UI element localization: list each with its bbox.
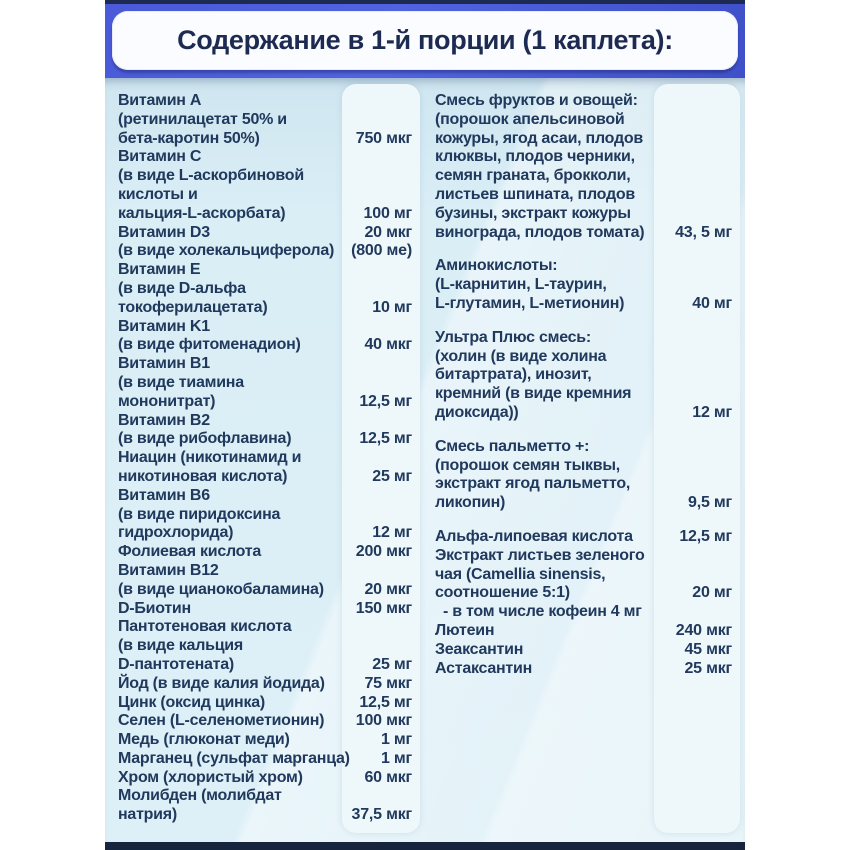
column-left-entries (118, 92, 420, 825)
nutrient-amount: 750 мкг (355, 129, 412, 147)
nutrient-name-line: кремний (в виде кремния (435, 385, 632, 403)
nutrient-name (118, 749, 350, 769)
nutrient-row (118, 787, 420, 825)
column-right-entries (435, 92, 740, 678)
nutrient-name-line: (порошок семян тыквы, (435, 456, 620, 474)
nutrient-name-line: Ниацин (никотинамид и (118, 449, 302, 467)
nutrient-name-line: Альфа-липоевая кислота (435, 527, 633, 545)
nutrient-name-line: Зеаксантин (435, 640, 524, 658)
nutrient-name-line: (L-карнитин, L-таурин, (435, 276, 607, 294)
nutrient-amount: 12,5 мг (359, 693, 412, 711)
nutrient-name (118, 694, 342, 713)
nutrient-name-line: натрия) (118, 806, 177, 824)
nutrient-name (118, 712, 342, 731)
nutrient-name (118, 618, 342, 674)
nutrient-row (118, 148, 420, 223)
nutrient-name-line: (в виде L-аскорбиновой (118, 167, 304, 185)
nutrient-row (118, 618, 420, 674)
nutrient-name (435, 622, 654, 641)
nutrient-row (435, 641, 740, 660)
nutrient-row (435, 92, 740, 242)
nutrient-row (118, 318, 420, 356)
nutrient-row (435, 438, 740, 513)
nutrient-name (435, 257, 654, 313)
nutrient-name-line: Лютеин (435, 621, 495, 639)
nutrient-name-line: (в виде кальция (118, 637, 243, 655)
nutrient-name-line: бузины, экстракт кожуры (435, 204, 631, 222)
nutrient-name-line: Пантотеновая кислота (118, 618, 292, 636)
nutrient-name (118, 148, 342, 223)
nutrient-row (118, 242, 420, 261)
nutrient-name-line: (в виде D-альфа (118, 279, 246, 297)
nutrient-name (435, 641, 654, 660)
nutrient-name-line: мононитрат) (118, 392, 216, 410)
header-banner (105, 0, 745, 78)
nutrient-amount: 75 мкг (364, 674, 412, 692)
nutrient-name-line: бета-каротин 50%) (118, 129, 260, 147)
nutrient-name-line: Молибден (молибдат (118, 787, 282, 805)
nutrient-row (435, 329, 740, 423)
nutrient-amount: 45 мкг (684, 640, 732, 658)
nutrient-amount: 25 мг (372, 655, 412, 673)
nutrient-section-header: Смесь фруктов и овощей: (435, 92, 638, 109)
nutrient-name-line: диоксида)) (435, 403, 519, 421)
nutrient-name-line: клюквы, плодов черники, (435, 148, 635, 166)
nutrient-row (118, 769, 420, 788)
nutrient-name (118, 562, 342, 600)
nutrient-name (435, 603, 654, 622)
nutrient-name-line: Витамин B1 (118, 355, 210, 373)
nutrient-name-line: семян граната, брокколи, (435, 167, 631, 185)
nutrient-row (435, 622, 740, 641)
nutrient-name (118, 318, 342, 356)
nutrient-name-line: (в виде пиридоксина (118, 505, 281, 523)
nutrient-table (105, 78, 745, 842)
nutrient-amount: 150 мкг (355, 599, 412, 617)
nutrient-amount: 1 мг (380, 731, 412, 749)
nutrient-name (118, 412, 342, 450)
nutrient-name-line: Экстракт листьев зеленого (435, 546, 645, 564)
nutrient-amount: 60 мкг (364, 768, 412, 786)
nutrient-row (435, 257, 740, 313)
nutrient-name-line: Цинк (оксид цинка) (118, 693, 265, 711)
nutrient-name-line: гидрохлорида) (118, 524, 234, 542)
nutrient-row (118, 675, 420, 694)
nutrient-name (118, 675, 342, 694)
page-title: Содержание в 1-й порции (1 каплета): (177, 25, 673, 55)
nutrient-name (118, 731, 342, 750)
nutrient-amount: 100 мг (363, 204, 412, 222)
nutrient-section-header: Аминокислоты: (435, 257, 558, 275)
nutrient-name-line: Фолиевая кислота (118, 543, 262, 561)
nutrient-name-line: кожуры, ягод асаи, плодов (435, 129, 643, 147)
nutrient-name (118, 261, 342, 317)
nutrient-amount: 43, 5 мг (675, 223, 732, 241)
nutrient-row (435, 660, 740, 679)
supplement-label-card (105, 0, 745, 850)
nutrient-name (435, 547, 654, 603)
nutrient-amount: 40 мг (692, 294, 732, 312)
nutrient-name-line: Астаксантин (435, 659, 533, 677)
nutrient-name (118, 543, 342, 562)
column-left (118, 78, 420, 842)
nutrient-row (118, 600, 420, 619)
nutrient-amount: 20 мг (692, 584, 732, 602)
nutrient-row (118, 224, 420, 243)
nutrient-name-line: Медь (глюконат меди) (118, 731, 290, 749)
nutrient-row (118, 355, 420, 411)
nutrient-name (435, 660, 654, 679)
nutrient-name-line: (холин (в виде холина (435, 347, 607, 365)
nutrient-name-line: (в виде тиамина (118, 373, 244, 391)
nutrient-name-line: Витамин E (118, 261, 201, 279)
nutrient-name-line: чая (Camellia sinensis, (435, 565, 606, 583)
nutrient-row (118, 261, 420, 317)
nutrient-name (118, 242, 342, 261)
nutrient-amount: 12,5 мг (359, 392, 412, 410)
nutrient-row (118, 731, 420, 750)
nutrient-amount: 25 мкг (684, 659, 732, 677)
title-pill (112, 11, 738, 70)
nutrient-amount: 12,5 мг (359, 430, 412, 448)
nutrient-amount: 240 мкг (675, 621, 732, 639)
nutrient-name (118, 449, 342, 487)
nutrient-name-line: - в том числе кофеин 4 мг (443, 603, 642, 621)
nutrient-name-line: Витамин K1 (118, 317, 210, 335)
nutrient-name-line: Витамин A (118, 92, 202, 109)
nutrient-amount: 20 мкг (364, 223, 412, 241)
nutrient-amount: 12 мг (692, 403, 732, 421)
nutrient-name-line: никотиновая кислота) (118, 467, 288, 485)
nutrient-name-line: (порошок апельсиновой (435, 110, 625, 128)
nutrient-row (118, 412, 420, 450)
nutrient-name-line: Селен (L-селенометионин) (118, 712, 325, 730)
nutrient-name-line: Витамин D3 (118, 223, 210, 241)
nutrient-amount: 100 мкг (355, 712, 412, 730)
nutrient-row (435, 603, 740, 622)
nutrient-amount: 20 мкг (364, 580, 412, 598)
nutrient-name (118, 355, 342, 411)
nutrient-name-line: (в виде фитоменадион) (118, 336, 301, 354)
nutrient-section-header: Ультра Плюс смесь: (435, 328, 591, 346)
nutrient-name (118, 487, 342, 543)
nutrient-name-line: (в виде холекальциферола) (118, 242, 335, 260)
nutrient-name (118, 600, 342, 619)
nutrient-name-line: кальция-L-аскорбата) (118, 204, 286, 222)
nutrient-name-line: ликопин) (435, 494, 506, 512)
nutrient-row (118, 487, 420, 543)
nutrient-amount: 200 мкг (355, 543, 412, 561)
nutrient-name (435, 329, 654, 423)
nutrient-name-line: D-Биотин (118, 599, 191, 617)
nutrient-row (118, 750, 420, 769)
column-right (435, 78, 740, 842)
nutrient-row (118, 449, 420, 487)
nutrient-amount: 9,5 мг (688, 494, 732, 512)
nutrient-row (118, 92, 420, 148)
nutrient-name-line: (ретинилацетат 50% и (118, 110, 287, 128)
nutrient-row (435, 528, 740, 547)
nutrient-name-line: экстракт ягод пальметто, (435, 475, 631, 493)
nutrient-name-line: листьев шпината, плодов (435, 185, 635, 203)
nutrient-name (118, 769, 342, 788)
nutrient-name (118, 224, 342, 243)
nutrient-name-line: Витамин C (118, 148, 202, 166)
nutrient-row (118, 694, 420, 713)
nutrient-name-line: Витамин B2 (118, 411, 210, 429)
nutrient-amount: 10 мг (372, 298, 412, 316)
nutrient-name-line: Хром (хлористый хром) (118, 768, 303, 786)
nutrient-amount: 12,5 мг (679, 527, 732, 545)
nutrient-row (118, 712, 420, 731)
nutrient-name-line: (в виде рибофлавина) (118, 430, 292, 448)
nutrient-name-line: Витамин B12 (118, 561, 219, 579)
nutrient-name-line: L-глутамин, L-метионин) (435, 294, 625, 312)
nutrient-name-line: D-пантотената) (118, 655, 234, 673)
nutrient-name-line: Марганец (сульфат марганца) (118, 749, 350, 767)
nutrient-name-line: Витамин B6 (118, 486, 210, 504)
nutrient-name-line: винограда, плодов томата) (435, 223, 645, 241)
nutrient-name-line: соотношение 5:1) (435, 584, 570, 602)
nutrient-row (118, 543, 420, 562)
nutrient-name-line: (в виде цианокобаламина) (118, 580, 324, 598)
nutrient-amount: 37,5 мкг (351, 806, 412, 824)
nutrient-name-line: битартрата), инозит, (435, 366, 592, 384)
nutrient-name (435, 528, 654, 547)
nutrient-name-line: кислоты и (118, 185, 198, 203)
nutrient-amount: 40 мкг (364, 336, 412, 354)
nutrient-amount: (800 ме) (351, 242, 412, 260)
nutrient-amount: 25 мг (372, 467, 412, 485)
nutrient-row (118, 562, 420, 600)
nutrient-section-header: Смесь пальметто +: (435, 437, 590, 455)
nutrient-amount: 1 мг (380, 749, 412, 767)
nutrient-row (435, 547, 740, 603)
nutrient-name-line: токоферилацетата) (118, 298, 268, 316)
nutrient-name (118, 787, 342, 825)
nutrient-name (435, 92, 654, 242)
nutrient-name (118, 92, 342, 148)
nutrient-name (435, 438, 654, 513)
footer-bar (105, 842, 745, 850)
nutrient-name-line: Йод (в виде калия йодида) (118, 674, 325, 692)
nutrient-amount: 12 мг (372, 524, 412, 542)
